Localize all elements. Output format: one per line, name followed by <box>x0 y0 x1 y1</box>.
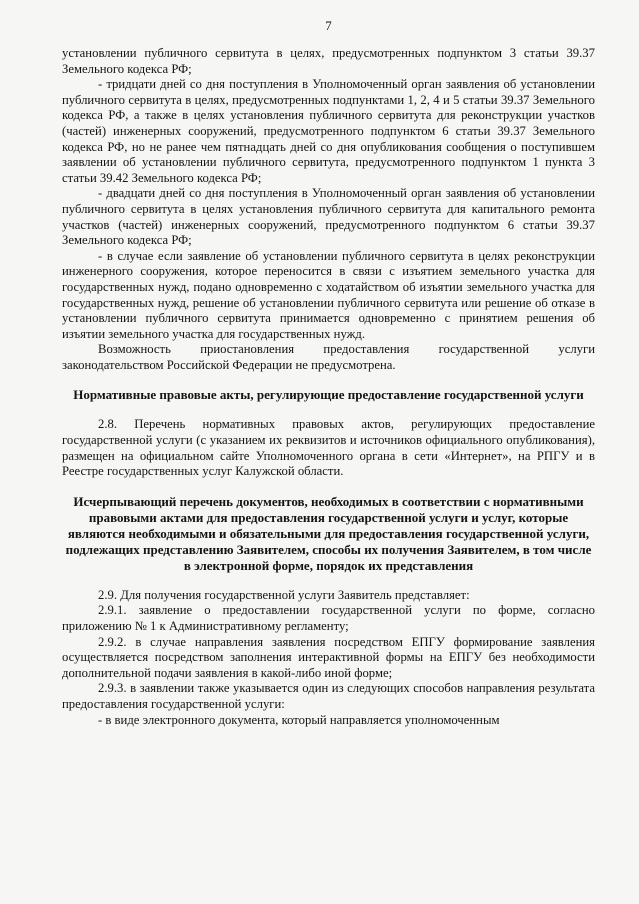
paragraph: - в случае если заявление об установлении публичного сервитута в целях реконструкции инженерного сооружения, которое переносится в связи с изъятием земельного участка для государственных нужд, подано одновременно с ходатайством об изъятии земельного участка для государственных нужд, решение об установлении публичного сервитута или решение об отказе в установлении публичного сервитута принимается одновременно с принятием решения об изъятии земельного участка для государственных нужд. <box>62 248 595 341</box>
paragraph: установлении публичного сервитута в целях, предусмотренных подпунктом 3 статьи 39.37 Земельного кодекса РФ; <box>62 46 595 76</box>
paragraph: Возможность приостановления предоставления государственной услуги законодательством Российской Федерации не предусмотрена. <box>62 342 595 372</box>
spacer <box>62 403 595 417</box>
section-heading: Нормативные правовые акты, регулирующие предоставление государственной услуги <box>73 387 584 403</box>
paragraph: 2.8. Перечень нормативных правовых актов, регулирующих предоставление государственной услуги (с указанием их реквизитов и источников официального опубликования), размещен на официальном сайте Уполномоченного органа в сети «Интернет», на РПГУ и в Реестре государственных услуг Калужской области. <box>62 417 595 479</box>
paragraph: 2.9.3. в заявлении также указывается один из следующих способов направления результата предоставления государственной услуги: <box>62 681 595 711</box>
paragraph: - в виде электронного документа, который направляется уполномоченным <box>98 712 500 727</box>
paragraph: - тридцати дней со дня поступления в Уполномоченный орган заявления об установлении публичного сервитута в целях, предусмотренных подпунктами 1, 2, 4 и 5 статьи 39.37 Земельного кодекса РФ, а также в целях установления публичного сервитута для реконструкции участков (частей) инженерных сооружений, предусмотренного подпунктом 6 статьи 39.37 Земельного кодекса РФ, но не ранее чем пятнадцать дней со дня опубликования сообщения о поступившем заявлении об установлении публичного сервитута, предусмотренного подпунктом 1 пункта 3 статьи 39.42 Земельного кодекса РФ; <box>62 77 595 185</box>
paragraph: 2.9.1. заявление о предоставлении государственной услуги по форме, согласно приложению № 1 к Административному регламенту; <box>62 603 595 634</box>
page-number: 7 <box>325 18 332 33</box>
spacer <box>62 373 595 387</box>
spacer <box>62 480 595 494</box>
spacer <box>62 574 595 588</box>
paragraph: 2.9.2. в случае направления заявления посредством ЕПГУ формирование заявления осуществляется посредством заполнения интерактивной формы на ЕПГУ без необходимости дополнительной подачи заявления в какой-либо иной форме; <box>62 634 595 680</box>
paragraph: 2.9. Для получения государственной услуги Заявитель представляет: <box>98 587 470 602</box>
paragraph: - двадцати дней со дня поступления в Уполномоченный орган заявления об установлении публичного сервитута в целях установления публичного сервитута для капитального ремонта участков (частей) инженерных сооружений, предусмотренного подпунктом 6 статьи 39.37 Земельного кодекса РФ; <box>62 186 595 248</box>
section-heading: Исчерпывающий перечень документов, необходимых в соответствии с нормативными правовыми актами для предоставления государственной услуги и услуг, которые являются необходимыми и обязательными для предоставления государственной услуги, подлежащих представлению Заявителем, способы их получения Заявителем, в том числе в электронной форме, порядок их представления <box>65 493 592 573</box>
